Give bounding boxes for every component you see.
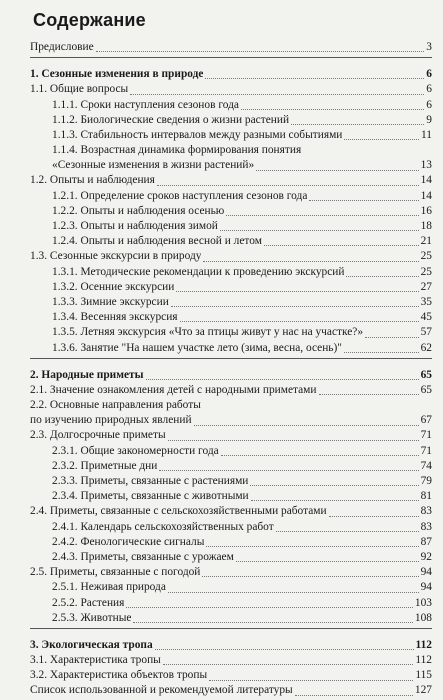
toc-page-number: 18 <box>420 220 432 233</box>
toc-page-number: 6 <box>426 98 432 111</box>
dot-leader <box>319 394 419 395</box>
dot-leader <box>171 306 419 307</box>
toc-entry <box>30 341 432 356</box>
toc-entry-title: 2.4.2. Фенологические сигналы <box>52 535 205 548</box>
toc-section-entry <box>30 638 432 653</box>
toc-entry <box>30 234 432 249</box>
dot-leader <box>344 352 419 353</box>
toc-entry-title: «Сезонные изменения в жизни растений» <box>52 159 255 172</box>
toc-entry-title: 2.3.4. Приметы, связанные с животными <box>52 490 249 503</box>
toc-page-number: 127 <box>414 684 432 697</box>
toc-entry-title: 2.3.2. Приметные дни <box>52 459 158 472</box>
dot-leader <box>157 185 419 186</box>
toc-entry <box>30 684 432 699</box>
toc-entry <box>30 550 432 565</box>
toc-page-number: 6 <box>426 68 432 81</box>
toc-entry <box>30 325 432 340</box>
toc-page-number: 35 <box>420 295 432 308</box>
toc-page-number: 71 <box>420 429 432 442</box>
toc-page-number: 94 <box>420 566 432 579</box>
section-divider <box>30 628 432 629</box>
toc-page-number: 13 <box>420 159 432 172</box>
toc-entry-title: 1.1.3. Стабильность интервалов между разными событиями <box>52 128 343 141</box>
dot-leader <box>202 576 418 577</box>
toc-page-number: 6 <box>426 83 432 96</box>
toc-page-number: 45 <box>420 311 432 324</box>
toc-entry-title: 1.3. Сезонные экскурсии в природу <box>30 250 202 263</box>
toc-entry-title: Предисловие <box>30 40 94 53</box>
toc-entry-title: 2.3. Долгосрочные приметы <box>30 429 166 442</box>
toc-page-number: 83 <box>420 505 432 518</box>
toc-page-number: 83 <box>420 520 432 533</box>
toc-entry <box>30 174 432 189</box>
toc-entry-title: 2.4.3. Приметы, связанные с урожаем <box>52 550 234 563</box>
toc-entry-title: 1.3.2. Осенние экскурсии <box>52 280 175 293</box>
dot-leader <box>203 261 418 262</box>
section-divider <box>30 57 432 58</box>
toc-page-number: 9 <box>426 113 432 126</box>
dot-leader <box>176 291 418 292</box>
toc-entry-title: 1.3.6. Занятие "На нашем участке лето (зима, весна, осень)" <box>52 341 342 354</box>
dot-leader <box>344 139 419 140</box>
toc-section-entry <box>30 67 432 82</box>
toc-page-number: 57 <box>420 326 432 339</box>
toc-page-number: 25 <box>420 265 432 278</box>
dot-leader <box>329 516 419 517</box>
toc-entry-title: 3.1. Характеристика тропы <box>30 654 161 667</box>
dot-leader <box>276 531 419 532</box>
toc-entry-title: 1.2.1. Определение сроков наступления сезонов года <box>52 189 308 202</box>
dot-leader <box>365 337 419 338</box>
toc-entry <box>30 535 432 550</box>
toc-entry-title: Список использованной и рекомендуемой литературы <box>30 684 293 697</box>
toc-entry-title: 1.2.3. Опыты и наблюдения зимой <box>52 220 218 233</box>
toc-entry-title: 1.3.4. Весенняя экскурсия <box>52 311 178 324</box>
toc-entry-title: 1.1.2. Биологические сведения о жизни растений <box>52 113 290 126</box>
toc-page-number: 87 <box>420 535 432 548</box>
dot-leader <box>180 321 419 322</box>
toc-page-number: 74 <box>420 459 432 472</box>
toc-entry <box>30 565 432 580</box>
toc-entry <box>30 249 432 264</box>
toc-entry <box>30 580 432 595</box>
dot-leader <box>130 94 424 95</box>
dot-leader <box>250 485 418 486</box>
toc-page-number: 62 <box>420 341 432 354</box>
toc-entry <box>30 459 432 474</box>
toc-entry-title: 1.1.4. Возрастная динамика формирования понятия <box>52 144 302 157</box>
toc-entry <box>30 413 432 428</box>
toc-entry-title: 1.3.1. Методические рекомендации к проведению экскурсий <box>52 265 345 278</box>
toc-entry <box>30 219 432 234</box>
toc-entry <box>30 489 432 504</box>
dot-leader <box>168 440 419 441</box>
dot-leader <box>241 109 424 110</box>
dot-leader <box>209 680 413 681</box>
toc-entry <box>30 474 432 489</box>
toc-entry-title: 1. Сезонные изменения в природе <box>30 68 204 81</box>
toc-entry <box>30 204 432 219</box>
toc-entry-title: 2.5. Приметы, связанные с погодой <box>30 566 201 579</box>
toc-entry-title: 2.4.1. Календарь сельскохозяйственных работ <box>52 520 274 533</box>
toc-entry <box>30 280 432 295</box>
toc-entry-title: 2.5.1. Неживая природа <box>52 581 166 594</box>
toc-entry <box>30 429 432 444</box>
dot-leader <box>346 276 418 277</box>
page-title: Содержание <box>33 10 146 30</box>
toc-page-number: 71 <box>420 444 432 457</box>
toc-entry-title: 3.2. Характеристика объектов тропы <box>30 669 208 682</box>
toc-page-number: 3 <box>426 40 432 53</box>
toc-page-number: 92 <box>420 550 432 563</box>
toc-entry <box>30 113 432 128</box>
toc-entry <box>30 128 432 143</box>
toc-entry <box>30 143 432 158</box>
toc-entry-title: 1.3.5. Летняя экскурсия «Что за птицы живут у нас на участке?» <box>52 326 364 339</box>
dot-leader <box>168 592 419 593</box>
toc-entry <box>30 504 432 519</box>
dot-leader <box>96 51 425 52</box>
section-divider <box>30 358 432 359</box>
toc-entry-title: 2.3.1. Общие закономерности года <box>52 444 219 457</box>
dot-leader <box>206 546 418 547</box>
toc-page-number: 65 <box>420 383 432 396</box>
dot-leader <box>194 425 419 426</box>
toc-page-number: 103 <box>414 596 432 609</box>
toc-page-number: 112 <box>415 654 432 667</box>
toc-page-number: 112 <box>415 638 432 651</box>
toc-entry <box>30 189 432 204</box>
toc-page-number: 79 <box>420 475 432 488</box>
toc-page-number: 16 <box>420 204 432 217</box>
toc-entry-title: 1.3.3. Зимние экскурсии <box>52 295 169 308</box>
toc-page-number: 14 <box>420 174 432 187</box>
dot-leader <box>163 664 414 665</box>
dot-leader <box>146 379 419 380</box>
toc-entry-title: 1.1.1. Сроки наступления сезонов года <box>52 98 239 111</box>
dot-leader <box>133 622 413 623</box>
toc-page-number: 25 <box>420 250 432 263</box>
dot-leader <box>295 695 413 696</box>
toc-page-number: 94 <box>420 581 432 594</box>
toc-page-number: 65 <box>420 368 432 381</box>
toc-entry-title: 2.1. Значение ознакомления детей с народными приметами <box>30 383 317 396</box>
toc-page-number: 21 <box>420 235 432 248</box>
toc-entry-title: 2.4. Приметы, связанные с сельскохозяйственными работами <box>30 505 327 518</box>
dot-leader <box>126 607 413 608</box>
dot-leader <box>220 230 419 231</box>
toc-page-number: 11 <box>421 128 432 141</box>
toc-entry-title: 1.2. Опыты и наблюдения <box>30 174 155 187</box>
toc-page-number: 27 <box>420 280 432 293</box>
toc-entry <box>30 310 432 325</box>
toc-page-number: 115 <box>415 669 432 682</box>
toc-entry <box>30 265 432 280</box>
toc-entry-title: 2.2. Основные направления работы <box>30 399 201 412</box>
toc-entry-title: 1.2.4. Опыты и наблюдения весной и летом <box>52 235 262 248</box>
toc-section-entry <box>30 368 432 383</box>
toc-page-number: 108 <box>414 611 432 624</box>
toc-entry-title: 2.5.2. Растения <box>52 596 125 609</box>
table-of-contents <box>30 40 432 699</box>
toc-entry <box>30 295 432 310</box>
dot-leader <box>226 215 418 216</box>
toc-page-number: 81 <box>420 490 432 503</box>
toc-entry <box>30 611 432 626</box>
dot-leader <box>155 649 414 650</box>
toc-entry <box>30 40 432 55</box>
dot-leader <box>256 170 418 171</box>
toc-entry <box>30 82 432 97</box>
dot-leader <box>236 561 419 562</box>
toc-entry <box>30 596 432 611</box>
dot-leader <box>264 245 419 246</box>
toc-entry-title: 1.1. Общие вопросы <box>30 83 129 96</box>
toc-entry <box>30 98 432 113</box>
toc-entry <box>30 398 432 413</box>
toc-entry-title: 1.2.2. Опыты и наблюдения осенью <box>52 204 225 217</box>
dot-leader <box>159 470 418 471</box>
toc-entry <box>30 653 432 668</box>
toc-entry <box>30 520 432 535</box>
toc-entry-title: по изучению природных явлений <box>30 414 192 427</box>
toc-page-number: 67 <box>420 414 432 427</box>
toc-entry-title: 2. Народные приметы <box>30 368 144 381</box>
toc-entry-title: 3. Экологическая тропа <box>30 638 153 651</box>
dot-leader <box>221 455 419 456</box>
toc-page-number: 14 <box>420 189 432 202</box>
toc-entry-title: 2.5.3. Животные <box>52 611 132 624</box>
toc-entry-title: 2.3.3. Приметы, связанные с растениями <box>52 475 249 488</box>
dot-leader <box>291 124 424 125</box>
toc-entry <box>30 444 432 459</box>
toc-entry <box>30 668 432 683</box>
toc-entry <box>30 158 432 173</box>
dot-leader <box>251 500 419 501</box>
dot-leader <box>309 200 418 201</box>
toc-entry <box>30 383 432 398</box>
dot-leader <box>205 78 424 79</box>
